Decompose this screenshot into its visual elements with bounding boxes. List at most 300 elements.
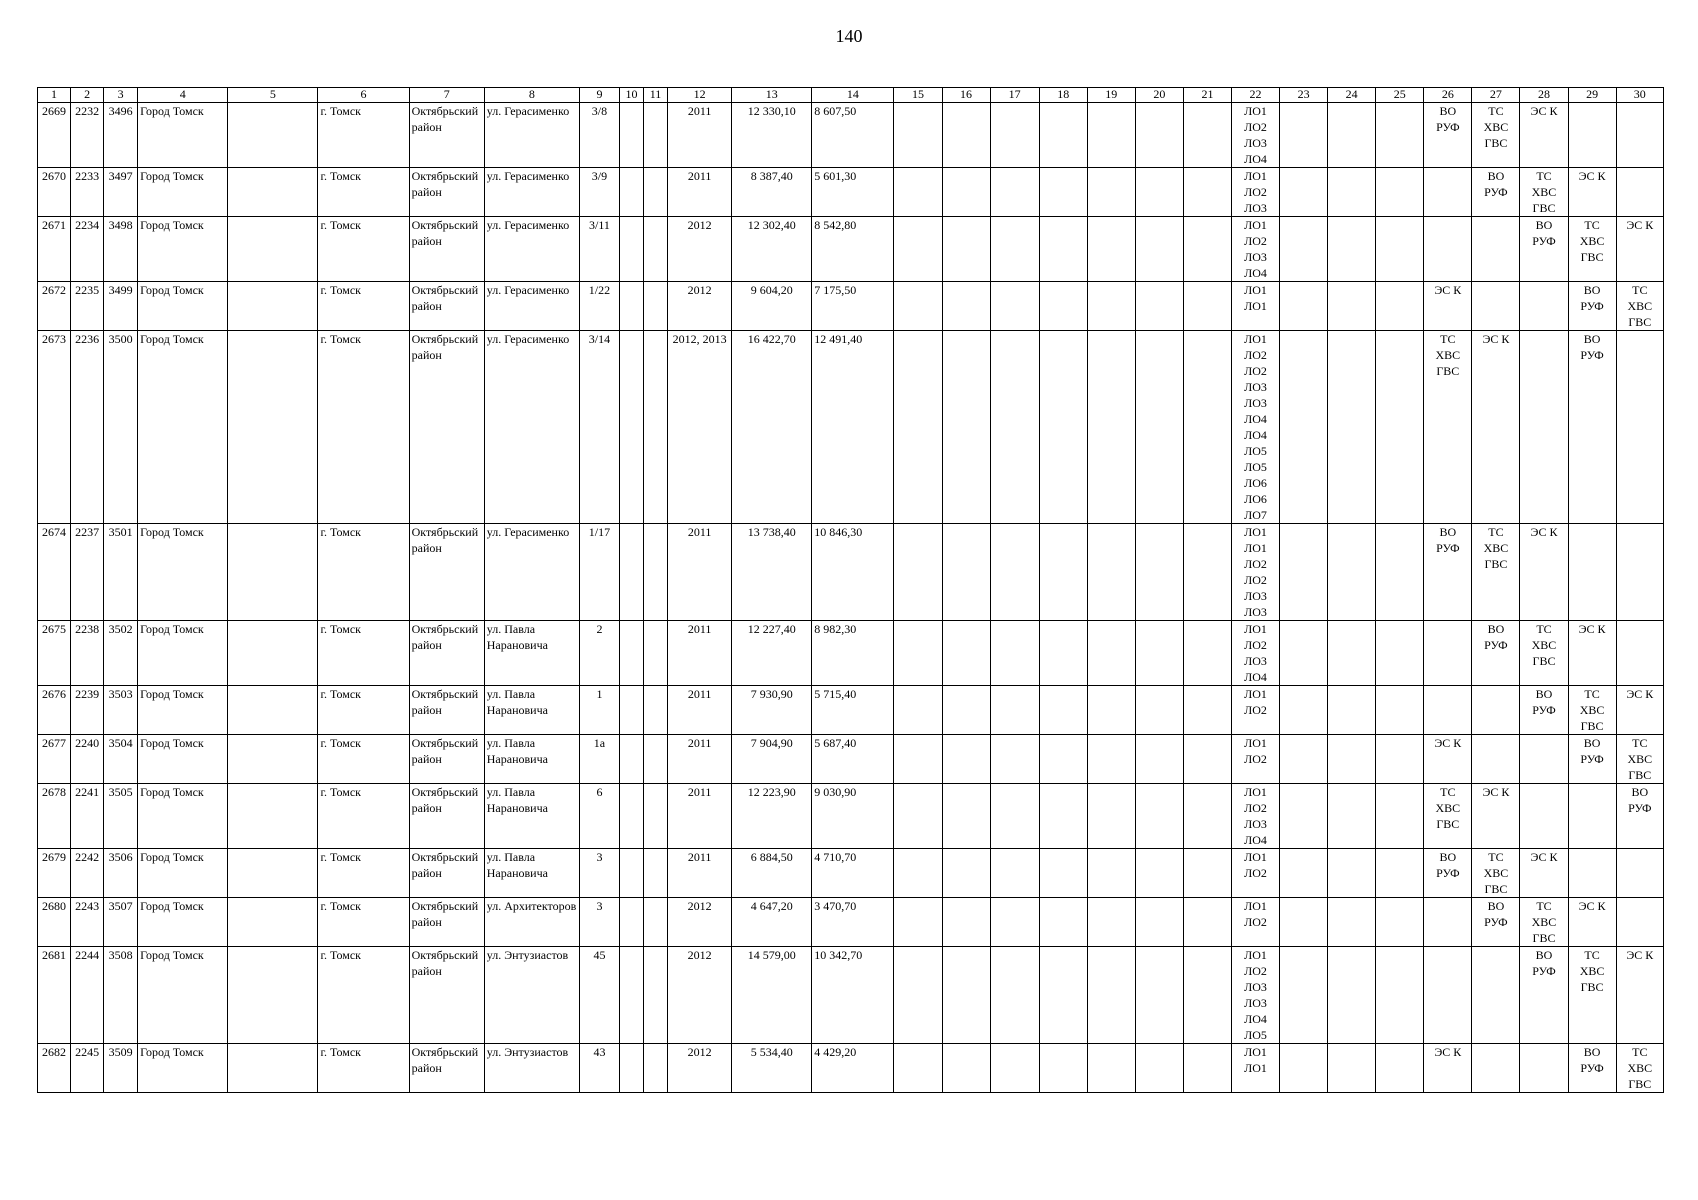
living-area: 10 342,70 xyxy=(812,947,894,1044)
work-cell xyxy=(1135,686,1183,735)
table-row xyxy=(38,686,1664,735)
empty-cell xyxy=(644,735,668,784)
municipality: Город Томск xyxy=(138,621,228,686)
year-cell: 2011 xyxy=(668,735,732,784)
work-code: ЛО1 xyxy=(1244,622,1267,636)
empty-cell xyxy=(619,735,643,784)
work-cell xyxy=(1183,282,1231,331)
work-cell xyxy=(1520,103,1568,168)
settlement: г. Томск xyxy=(318,103,409,168)
empty-cell xyxy=(644,103,668,168)
work-code: ТС xyxy=(1488,104,1504,118)
work-code: ГВС xyxy=(1484,882,1508,896)
work-code: РУФ xyxy=(1436,866,1460,880)
work-cell xyxy=(942,898,990,947)
work-code: ЛО3 xyxy=(1244,996,1267,1010)
column-header: 1 xyxy=(38,88,71,103)
work-cell xyxy=(1568,947,1616,1044)
work-cell xyxy=(894,784,942,849)
work-cell xyxy=(1376,735,1424,784)
work-cell xyxy=(1520,524,1568,621)
house-number: 6 xyxy=(579,784,619,849)
work-code: ХВС xyxy=(1435,348,1461,362)
street: ул. Энтузиастов xyxy=(484,947,579,1044)
work-code: ТС xyxy=(1584,687,1600,701)
municipality: Город Томск xyxy=(138,898,228,947)
table-row xyxy=(38,331,1664,524)
work-cell xyxy=(1568,1044,1616,1093)
work-cell xyxy=(1568,849,1616,898)
work-cell xyxy=(1472,217,1520,282)
work-cell xyxy=(1280,217,1328,282)
work-cell xyxy=(1376,1044,1424,1093)
work-cell xyxy=(1376,331,1424,524)
work-code: ЛО1 xyxy=(1244,218,1267,232)
work-cell xyxy=(1135,784,1183,849)
work-cell xyxy=(1280,168,1328,217)
district: Октябрьский район xyxy=(409,784,484,849)
column-header: 24 xyxy=(1328,88,1376,103)
street: ул. Павла Нарановича xyxy=(484,686,579,735)
column-header: 19 xyxy=(1087,88,1135,103)
row-number: 2675 xyxy=(38,621,71,686)
work-cell xyxy=(1520,947,1568,1044)
work-code: ЛО3 xyxy=(1244,589,1267,603)
year-cell: 2012, 2013 xyxy=(668,331,732,524)
row-number: 2678 xyxy=(38,784,71,849)
row-number: 2677 xyxy=(38,735,71,784)
column-header: 23 xyxy=(1280,88,1328,103)
year-cell: 2011 xyxy=(668,168,732,217)
total-area: 7 930,90 xyxy=(732,686,812,735)
work-cell xyxy=(1183,331,1231,524)
street: ул. Павла Нарановича xyxy=(484,849,579,898)
district: Октябрьский район xyxy=(409,735,484,784)
street: ул. Энтузиастов xyxy=(484,1044,579,1093)
work-cell xyxy=(1328,103,1376,168)
row-number: 2672 xyxy=(38,282,71,331)
settlement: г. Томск xyxy=(318,331,409,524)
work-cell xyxy=(1472,168,1520,217)
work-cell xyxy=(894,1044,942,1093)
work-code: ВО xyxy=(1583,736,1601,750)
work-cell xyxy=(1183,621,1231,686)
work-code: ЛО1 xyxy=(1244,1061,1267,1075)
work-cell xyxy=(1135,735,1183,784)
empty-cell xyxy=(644,849,668,898)
work-cell xyxy=(1135,282,1183,331)
work-code: ГВС xyxy=(1532,201,1556,215)
work-cell xyxy=(1231,784,1279,849)
work-cell xyxy=(1328,947,1376,1044)
work-cell xyxy=(1616,735,1663,784)
work-cell xyxy=(1376,947,1424,1044)
empty-cell xyxy=(619,849,643,898)
work-code: ЛО5 xyxy=(1244,460,1267,474)
work-code: ЛО4 xyxy=(1244,1012,1267,1026)
work-cell xyxy=(1520,621,1568,686)
work-cell xyxy=(1472,103,1520,168)
work-cell xyxy=(1568,524,1616,621)
work-cell xyxy=(1328,524,1376,621)
work-cell xyxy=(942,217,990,282)
house-number: 43 xyxy=(579,1044,619,1093)
object-id: 3501 xyxy=(104,524,138,621)
work-cell xyxy=(1616,217,1663,282)
work-cell xyxy=(1231,735,1279,784)
work-cell xyxy=(1280,849,1328,898)
work-cell xyxy=(1087,784,1135,849)
work-code: ЭС К xyxy=(1578,899,1606,913)
work-code: ГВС xyxy=(1580,250,1604,264)
table-row xyxy=(38,1044,1664,1093)
column-header: 22 xyxy=(1231,88,1279,103)
work-cell xyxy=(1376,168,1424,217)
object-id: 3502 xyxy=(104,621,138,686)
municipality: Город Томск xyxy=(138,849,228,898)
column-header: 12 xyxy=(668,88,732,103)
total-area: 5 534,40 xyxy=(732,1044,812,1093)
work-cell xyxy=(1424,524,1472,621)
table-row xyxy=(38,282,1664,331)
work-code: ЭС К xyxy=(1482,785,1510,799)
work-cell xyxy=(1280,686,1328,735)
work-code: ТС xyxy=(1536,899,1552,913)
work-cell xyxy=(1424,103,1472,168)
work-code: ЛО2 xyxy=(1244,801,1267,815)
work-cell xyxy=(1280,103,1328,168)
district: Октябрьский район xyxy=(409,849,484,898)
work-cell xyxy=(1039,282,1087,331)
work-cell xyxy=(1424,1044,1472,1093)
object-id: 3500 xyxy=(104,331,138,524)
empty-cell xyxy=(228,168,318,217)
work-cell xyxy=(1135,168,1183,217)
work-cell xyxy=(1472,947,1520,1044)
work-cell xyxy=(1280,784,1328,849)
object-id: 3505 xyxy=(104,784,138,849)
street: ул. Архитекторов xyxy=(484,898,579,947)
work-cell xyxy=(1472,784,1520,849)
work-cell xyxy=(1424,217,1472,282)
table-row xyxy=(38,217,1664,282)
work-code: ТС xyxy=(1632,1045,1648,1059)
work-cell xyxy=(1183,686,1231,735)
settlement: г. Томск xyxy=(318,735,409,784)
work-cell xyxy=(990,524,1039,621)
work-cell xyxy=(1039,898,1087,947)
work-code: ХВС xyxy=(1579,703,1605,717)
work-code: ЛО1 xyxy=(1244,899,1267,913)
district: Октябрьский район xyxy=(409,686,484,735)
work-code: ХВС xyxy=(1531,638,1557,652)
work-cell xyxy=(1424,686,1472,735)
table-row xyxy=(38,849,1664,898)
column-header: 14 xyxy=(812,88,894,103)
work-cell xyxy=(1231,282,1279,331)
column-header: 9 xyxy=(579,88,619,103)
work-cell xyxy=(1135,849,1183,898)
work-cell xyxy=(1616,168,1663,217)
work-cell xyxy=(942,947,990,1044)
settlement: г. Томск xyxy=(318,168,409,217)
work-code: ЛО3 xyxy=(1244,201,1267,215)
work-code: РУФ xyxy=(1580,348,1604,362)
empty-cell xyxy=(644,331,668,524)
work-code: ЛО2 xyxy=(1244,120,1267,134)
table-row xyxy=(38,524,1664,621)
work-cell xyxy=(1376,898,1424,947)
municipality: Город Томск xyxy=(138,686,228,735)
work-cell xyxy=(990,282,1039,331)
total-area: 14 579,00 xyxy=(732,947,812,1044)
work-cell xyxy=(1616,103,1663,168)
year-cell: 2011 xyxy=(668,103,732,168)
settlement: г. Томск xyxy=(318,686,409,735)
registry-table xyxy=(37,87,1664,1093)
work-code: ЛО6 xyxy=(1244,492,1267,506)
table-row xyxy=(38,168,1664,217)
work-code: ЛО2 xyxy=(1244,185,1267,199)
work-code: ГВС xyxy=(1532,931,1556,945)
work-code: ГВС xyxy=(1580,719,1604,733)
work-cell xyxy=(1568,784,1616,849)
empty-cell xyxy=(228,282,318,331)
work-cell xyxy=(990,849,1039,898)
work-cell xyxy=(1520,784,1568,849)
column-header: 26 xyxy=(1424,88,1472,103)
work-code: ЭС К xyxy=(1530,850,1558,864)
work-code: ТС xyxy=(1536,622,1552,636)
settlement: г. Томск xyxy=(318,1044,409,1093)
work-cell xyxy=(1039,217,1087,282)
empty-cell xyxy=(619,947,643,1044)
year-cell: 2011 xyxy=(668,784,732,849)
empty-cell xyxy=(644,217,668,282)
district: Октябрьский район xyxy=(409,103,484,168)
work-code: ЭС К xyxy=(1434,736,1462,750)
work-cell xyxy=(1328,784,1376,849)
work-code: ХВС xyxy=(1531,915,1557,929)
work-cell xyxy=(1520,1044,1568,1093)
work-cell xyxy=(1231,849,1279,898)
record-number: 2242 xyxy=(71,849,104,898)
work-cell xyxy=(1520,331,1568,524)
work-code: ВО xyxy=(1535,687,1553,701)
work-cell xyxy=(1616,686,1663,735)
total-area: 16 422,70 xyxy=(732,331,812,524)
work-cell xyxy=(942,331,990,524)
row-number: 2681 xyxy=(38,947,71,1044)
work-code: ТС xyxy=(1440,332,1456,346)
work-code: РУФ xyxy=(1436,541,1460,555)
work-cell xyxy=(1039,524,1087,621)
empty-cell xyxy=(619,168,643,217)
living-area: 8 982,30 xyxy=(812,621,894,686)
work-cell xyxy=(1231,1044,1279,1093)
work-code: РУФ xyxy=(1532,964,1556,978)
work-code: ЛО1 xyxy=(1244,850,1267,864)
work-cell xyxy=(1087,331,1135,524)
work-cell xyxy=(1616,282,1663,331)
table-row xyxy=(38,621,1664,686)
work-cell xyxy=(1087,217,1135,282)
work-code: ЛО2 xyxy=(1244,348,1267,362)
work-code: ВО xyxy=(1439,850,1457,864)
living-area: 7 175,50 xyxy=(812,282,894,331)
column-number-header xyxy=(38,88,1664,103)
work-code: ЛО2 xyxy=(1244,573,1267,587)
work-code: ВО xyxy=(1439,525,1457,539)
total-area: 8 387,40 xyxy=(732,168,812,217)
work-code: ЛО1 xyxy=(1244,299,1267,313)
work-code: ТС xyxy=(1536,169,1552,183)
work-cell xyxy=(1616,524,1663,621)
work-code: ЛО5 xyxy=(1244,444,1267,458)
street: ул. Герасименко xyxy=(484,168,579,217)
work-code: ВО xyxy=(1583,332,1601,346)
work-code: ЛО1 xyxy=(1244,948,1267,962)
work-code: ЛО4 xyxy=(1244,670,1267,684)
work-cell xyxy=(1135,217,1183,282)
work-cell xyxy=(1231,103,1279,168)
total-area: 12 223,90 xyxy=(732,784,812,849)
work-code: ЭС К xyxy=(1626,948,1654,962)
work-cell xyxy=(1231,524,1279,621)
object-id: 3504 xyxy=(104,735,138,784)
work-cell xyxy=(990,331,1039,524)
district: Октябрьский район xyxy=(409,168,484,217)
work-cell xyxy=(942,784,990,849)
column-header: 13 xyxy=(732,88,812,103)
work-code: ЛО3 xyxy=(1244,380,1267,394)
column-header: 18 xyxy=(1039,88,1087,103)
record-number: 2236 xyxy=(71,331,104,524)
table-row xyxy=(38,784,1664,849)
column-header: 20 xyxy=(1135,88,1183,103)
record-number: 2234 xyxy=(71,217,104,282)
work-cell xyxy=(1280,331,1328,524)
work-cell xyxy=(1568,898,1616,947)
work-cell xyxy=(1135,331,1183,524)
work-code: ХВС xyxy=(1627,752,1653,766)
empty-cell xyxy=(228,849,318,898)
municipality: Город Томск xyxy=(138,331,228,524)
work-code: ВО xyxy=(1487,622,1505,636)
living-area: 8 542,80 xyxy=(812,217,894,282)
work-cell xyxy=(1424,168,1472,217)
empty-cell xyxy=(228,898,318,947)
work-code: ЛО1 xyxy=(1244,283,1267,297)
district: Октябрьский район xyxy=(409,331,484,524)
house-number: 3/8 xyxy=(579,103,619,168)
work-cell xyxy=(1231,217,1279,282)
work-cell xyxy=(1280,282,1328,331)
house-number: 1а xyxy=(579,735,619,784)
work-cell xyxy=(1183,103,1231,168)
living-area: 8 607,50 xyxy=(812,103,894,168)
work-code: ЛО4 xyxy=(1244,833,1267,847)
work-code: РУФ xyxy=(1484,915,1508,929)
living-area: 5 601,30 xyxy=(812,168,894,217)
work-code: ЭС К xyxy=(1530,525,1558,539)
empty-cell xyxy=(644,686,668,735)
row-number: 2669 xyxy=(38,103,71,168)
work-cell xyxy=(1616,898,1663,947)
work-cell xyxy=(1472,898,1520,947)
settlement: г. Томск xyxy=(318,282,409,331)
work-code: ЛО2 xyxy=(1244,964,1267,978)
work-cell xyxy=(1520,686,1568,735)
total-area: 12 302,40 xyxy=(732,217,812,282)
total-area: 6 884,50 xyxy=(732,849,812,898)
house-number: 1 xyxy=(579,686,619,735)
municipality: Город Томск xyxy=(138,735,228,784)
work-code: РУФ xyxy=(1484,638,1508,652)
work-code: ЭС К xyxy=(1626,218,1654,232)
record-number: 2233 xyxy=(71,168,104,217)
work-code: ВО xyxy=(1487,169,1505,183)
work-cell xyxy=(1280,898,1328,947)
living-area: 4 710,70 xyxy=(812,849,894,898)
work-cell xyxy=(1135,1044,1183,1093)
work-cell xyxy=(1183,524,1231,621)
settlement: г. Томск xyxy=(318,621,409,686)
work-cell xyxy=(1616,784,1663,849)
record-number: 2244 xyxy=(71,947,104,1044)
work-cell xyxy=(1039,168,1087,217)
work-cell xyxy=(1135,524,1183,621)
row-number: 2673 xyxy=(38,331,71,524)
district: Октябрьский район xyxy=(409,282,484,331)
total-area: 13 738,40 xyxy=(732,524,812,621)
work-cell xyxy=(1472,331,1520,524)
table-row xyxy=(38,103,1664,168)
work-cell xyxy=(1280,947,1328,1044)
district: Октябрьский район xyxy=(409,1044,484,1093)
column-header: 3 xyxy=(104,88,138,103)
year-cell: 2011 xyxy=(668,849,732,898)
object-id: 3497 xyxy=(104,168,138,217)
work-code: ГВС xyxy=(1628,1077,1652,1091)
living-area: 9 030,90 xyxy=(812,784,894,849)
street: ул. Павла Нарановича xyxy=(484,735,579,784)
empty-cell xyxy=(644,621,668,686)
total-area: 12 227,40 xyxy=(732,621,812,686)
work-cell xyxy=(1135,621,1183,686)
object-id: 3507 xyxy=(104,898,138,947)
work-cell xyxy=(1472,1044,1520,1093)
work-cell xyxy=(1135,898,1183,947)
work-cell xyxy=(1616,621,1663,686)
object-id: 3496 xyxy=(104,103,138,168)
year-cell: 2012 xyxy=(668,947,732,1044)
object-id: 3506 xyxy=(104,849,138,898)
object-id: 3499 xyxy=(104,282,138,331)
work-cell xyxy=(1424,849,1472,898)
work-code: ТС xyxy=(1632,736,1648,750)
column-header: 11 xyxy=(644,88,668,103)
work-cell xyxy=(894,849,942,898)
work-cell xyxy=(1231,947,1279,1044)
empty-cell xyxy=(644,524,668,621)
empty-cell xyxy=(228,621,318,686)
work-code: ВО xyxy=(1535,948,1553,962)
work-cell xyxy=(1039,686,1087,735)
column-header: 29 xyxy=(1568,88,1616,103)
empty-cell xyxy=(228,103,318,168)
work-cell xyxy=(1520,282,1568,331)
